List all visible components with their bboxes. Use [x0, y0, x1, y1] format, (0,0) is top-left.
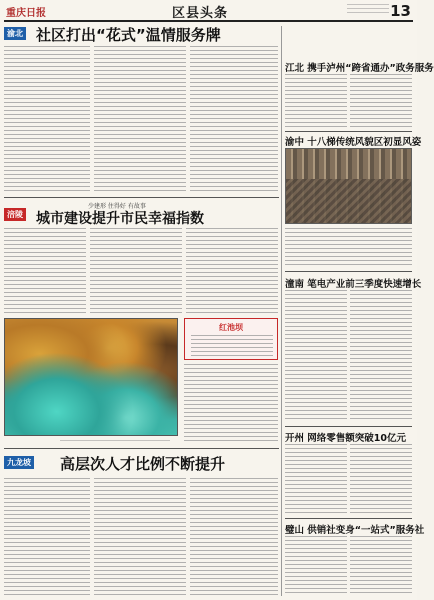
district-tag-fuling: 涪陵 [4, 208, 26, 221]
headline-jiulongpo: 高层次人才比例不断提升 [60, 455, 226, 473]
body-text-fuling-col2 [90, 228, 182, 316]
feature-box-title: 红池坝 [219, 323, 243, 332]
body-text-jiangbei-col1 [285, 74, 347, 128]
section-divider-2 [4, 448, 279, 449]
photo-lake-scenery [4, 318, 178, 436]
body-text-kaizhou-col1 [285, 444, 347, 514]
masthead [4, 2, 413, 22]
headline-yuzhong: 渝中 十八梯传统风貌区初显风姿 [285, 137, 422, 148]
feature-box-hongchiba [184, 318, 278, 360]
section-title: 区县头条 [172, 6, 229, 21]
headline-yubei: 社区打出“花式”温情服务牌 [36, 26, 221, 44]
district-tag-jiulongpo: 九龙坡 [4, 456, 34, 469]
body-text-jiangbei-col2 [350, 74, 412, 128]
body-text-yubei-col1 [4, 46, 90, 194]
masthead-meta-block [347, 4, 389, 14]
body-text-jiulongpo-col1 [4, 478, 90, 596]
section-divider-right-1 [285, 131, 412, 132]
kicker-fuling: 少建形 住得好 有故事 [88, 203, 146, 210]
body-text-jiulongpo-col3 [190, 478, 278, 596]
photo-caption [60, 440, 170, 444]
body-text-bishan-col2 [350, 536, 412, 596]
body-text-yubei-col3 [190, 46, 278, 194]
body-text-tongnan-col1 [285, 290, 347, 422]
district-tag-yubei: 渝北 [4, 27, 26, 40]
body-text-fuling-col3 [186, 228, 278, 316]
feature-box-text [191, 335, 273, 357]
page-number: 13 [390, 2, 411, 20]
body-text-fuling-col4 [184, 364, 278, 444]
photo-shibati-district [285, 148, 412, 224]
body-text-yuzhong [285, 228, 412, 268]
paper-name: 重庆日报 [6, 8, 46, 19]
body-text-yubei-col2 [94, 46, 186, 194]
headline-tongnan: 潼南 笔电产业前三季度快速增长 [285, 279, 422, 290]
body-text-tongnan-col2 [350, 290, 412, 422]
section-divider-right-3 [285, 426, 412, 427]
headline-fuling: 城市建设提升市民幸福指数 [36, 211, 204, 227]
section-divider-right-2 [285, 271, 412, 272]
section-divider-right-4 [285, 518, 412, 519]
body-text-kaizhou-col2 [350, 444, 412, 514]
column-rule [281, 26, 282, 596]
body-text-bishan-col1 [285, 536, 347, 596]
headline-bishan: 璧山 供销社变身“一站式”服务社 [285, 525, 425, 536]
headline-kaizhou: 开州 网络零售额突破10亿元 [285, 433, 407, 444]
headline-jiangbei: 江北 携手泸州“跨省通办”政务服务 [285, 63, 434, 74]
body-text-jiulongpo-col2 [94, 478, 186, 596]
section-divider [4, 197, 279, 198]
body-text-fuling-col1 [4, 228, 86, 316]
